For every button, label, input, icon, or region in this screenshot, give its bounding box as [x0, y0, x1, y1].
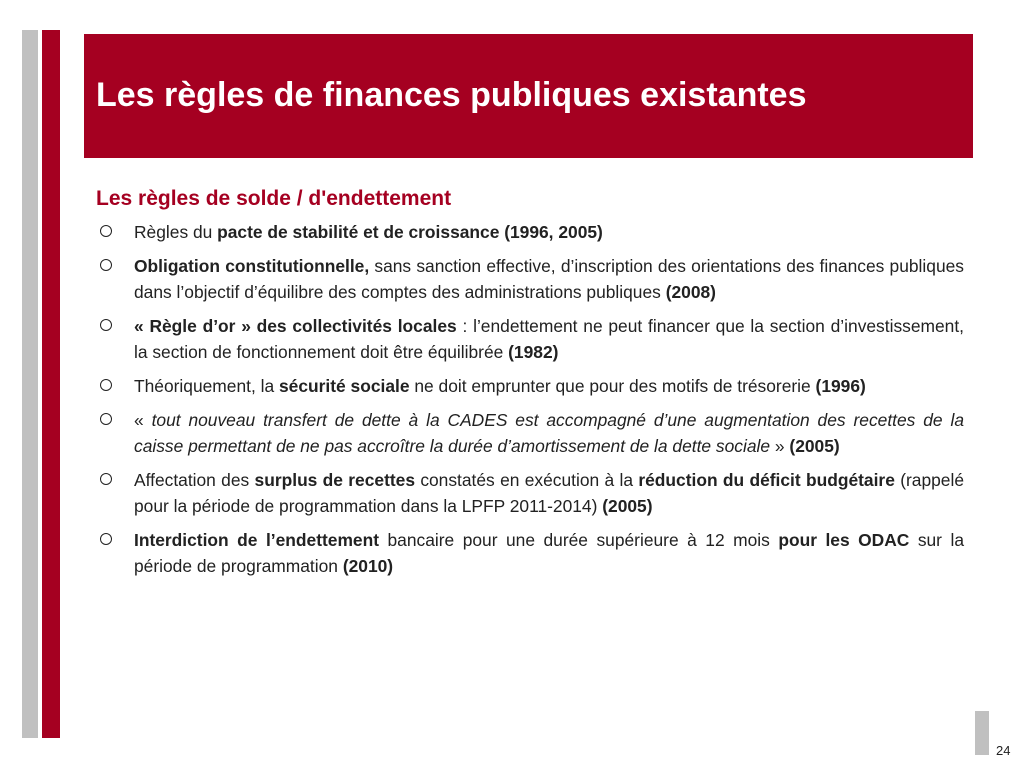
circle-bullet-icon	[100, 473, 112, 485]
bullet-year: (2008)	[665, 282, 716, 302]
bullet-text: sur la période de programmation	[134, 530, 964, 576]
section-title: Les règles de solde / d'endettement	[96, 187, 452, 210]
bullet-text-bold: Obligation constitutionnelle,	[134, 256, 370, 276]
bullet-text: Affectation des	[134, 470, 255, 490]
bullet-item	[96, 407, 964, 459]
bottom-grey-accent-bar	[975, 711, 989, 755]
left-red-accent-bar	[42, 30, 60, 738]
bullet-item	[96, 467, 964, 519]
bullet-list	[96, 219, 964, 579]
circle-bullet-icon	[100, 379, 112, 391]
bullet-text-bold: Interdiction de l’endettement	[134, 530, 380, 550]
bullet-year: (1996)	[815, 376, 866, 396]
bullet-text-bold: surplus de recettes	[254, 470, 415, 490]
circle-bullet-icon	[100, 225, 112, 237]
bullet-text: constatés en exécution à la	[415, 470, 639, 490]
slide-content	[96, 187, 964, 587]
circle-bullet-icon	[100, 319, 112, 331]
bullet-year: (1982)	[508, 342, 559, 362]
bullet-year: (2005)	[789, 436, 840, 456]
slide-title: Les règles de finances publiques existantes	[96, 76, 807, 114]
left-grey-accent-bar	[22, 30, 38, 738]
bullet-text: : l’endettement ne peut financer que la section d’investissement, la section de fonctionnement doit être équilibrée	[134, 316, 965, 362]
bullet-text: (rappelé pour la période de programmation dans la LPFP 2011-2014)	[134, 470, 965, 516]
bullet-year: (2010)	[342, 556, 394, 576]
bullet-text-bold: sécurité sociale	[279, 376, 410, 396]
bullet-text-bold: pacte de stabilité et de croissance (1996, 2005)	[217, 222, 603, 242]
page-number: 24	[996, 743, 1011, 758]
bullet-quote-italic: tout nouveau transfert de dette à la CADES est accompagné d’une augmentation des recettes de la caisse permettant de ne pas accroître la durée d’amortissement de la dette sociale	[134, 410, 964, 456]
bullet-item	[96, 219, 964, 245]
bullet-item	[96, 527, 964, 579]
bullet-item	[96, 373, 964, 399]
bullet-text-bold: réduction du déficit budgétaire	[638, 470, 895, 490]
bullet-item	[96, 313, 964, 365]
bullet-text: bancaire pour une durée supérieure à 12 mois	[379, 530, 779, 550]
bullet-text-bold: pour les ODAC	[778, 530, 910, 550]
bullet-item	[96, 253, 964, 305]
bullet-text: Théoriquement, la	[134, 376, 280, 396]
circle-bullet-icon	[100, 259, 112, 271]
bullet-text: ne doit emprunter que pour des motifs de trésorerie	[409, 376, 816, 396]
bullet-text: Règles du	[134, 222, 218, 242]
bullet-text: sans sanction effective, d’inscription des orientations des finances publiques dans l’objectif d’équilibre des comptes des administrations publiques	[134, 256, 964, 302]
circle-bullet-icon	[100, 533, 112, 545]
circle-bullet-icon	[100, 413, 112, 425]
bullet-text: »	[770, 436, 790, 456]
bullet-text-bold: « Règle d’or » des collectivités locales	[134, 316, 457, 336]
bullet-year: (2005)	[602, 496, 653, 516]
bullet-text: «	[134, 410, 152, 430]
